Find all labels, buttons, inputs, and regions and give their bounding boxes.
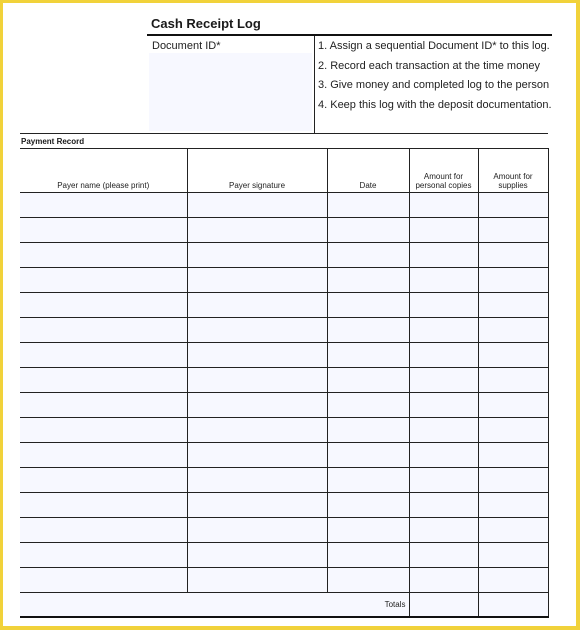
page-title: Cash Receipt Log xyxy=(151,16,261,31)
personal-copies-cell[interactable] xyxy=(409,318,478,343)
payer-name-cell[interactable] xyxy=(20,493,187,518)
supplies-cell[interactable] xyxy=(478,193,548,218)
payer-signature-cell[interactable] xyxy=(187,518,327,543)
payer-signature-cell[interactable] xyxy=(187,368,327,393)
personal-copies-cell[interactable] xyxy=(409,193,478,218)
column-header-payer-name: Payer name (please print) xyxy=(20,149,187,193)
personal-copies-cell[interactable] xyxy=(409,268,478,293)
table-row xyxy=(20,468,548,493)
date-cell[interactable] xyxy=(327,193,409,218)
payer-name-cell[interactable] xyxy=(20,443,187,468)
personal-copies-cell[interactable] xyxy=(409,418,478,443)
date-cell[interactable] xyxy=(327,318,409,343)
column-header-payer-signature: Payer signature xyxy=(187,149,327,193)
personal-copies-cell[interactable] xyxy=(409,568,478,593)
table-row xyxy=(20,193,548,218)
personal-copies-cell[interactable] xyxy=(409,543,478,568)
column-header-date: Date xyxy=(327,149,409,193)
date-cell[interactable] xyxy=(327,493,409,518)
payer-signature-cell[interactable] xyxy=(187,218,327,243)
date-cell[interactable] xyxy=(327,243,409,268)
payer-name-cell[interactable] xyxy=(20,543,187,568)
supplies-cell[interactable] xyxy=(478,243,548,268)
personal-copies-cell[interactable] xyxy=(409,393,478,418)
supplies-cell[interactable] xyxy=(478,368,548,393)
payer-name-cell[interactable] xyxy=(20,568,187,593)
personal-copies-cell[interactable] xyxy=(409,243,478,268)
date-cell[interactable] xyxy=(327,443,409,468)
table-row xyxy=(20,393,548,418)
column-header-supplies: Amount for supplies xyxy=(478,149,548,193)
supplies-cell[interactable] xyxy=(478,493,548,518)
payer-signature-cell[interactable] xyxy=(187,493,327,518)
payer-signature-cell[interactable] xyxy=(187,393,327,418)
personal-copies-cell[interactable] xyxy=(409,368,478,393)
date-cell[interactable] xyxy=(327,393,409,418)
table-row xyxy=(20,243,548,268)
totals-supplies-cell[interactable] xyxy=(478,593,548,618)
date-cell[interactable] xyxy=(327,543,409,568)
supplies-cell[interactable] xyxy=(478,343,548,368)
payer-name-cell[interactable] xyxy=(20,393,187,418)
payer-name-cell[interactable] xyxy=(20,293,187,318)
payer-signature-cell[interactable] xyxy=(187,568,327,593)
payer-name-cell[interactable] xyxy=(20,318,187,343)
section-title: Payment Record xyxy=(21,137,85,146)
payer-signature-cell[interactable] xyxy=(187,343,327,368)
supplies-cell[interactable] xyxy=(478,268,548,293)
supplies-cell[interactable] xyxy=(478,543,548,568)
payer-signature-cell[interactable] xyxy=(187,418,327,443)
supplies-cell[interactable] xyxy=(478,393,548,418)
instruction-item: 4. Keep this log with the deposit documentation. xyxy=(318,98,552,111)
supplies-cell[interactable] xyxy=(478,468,548,493)
totals-label: Totals xyxy=(20,593,409,618)
document-id-field[interactable] xyxy=(149,53,312,131)
personal-copies-cell[interactable] xyxy=(409,293,478,318)
instruction-item: 3. Give money and completed log to the person xyxy=(318,79,550,91)
supplies-cell[interactable] xyxy=(478,218,548,243)
table-row xyxy=(20,343,548,368)
payer-signature-cell[interactable] xyxy=(187,268,327,293)
payment-record-table xyxy=(20,148,549,618)
payer-name-cell[interactable] xyxy=(20,368,187,393)
section-rule xyxy=(20,133,548,134)
supplies-cell[interactable] xyxy=(478,443,548,468)
personal-copies-cell[interactable] xyxy=(409,468,478,493)
date-cell[interactable] xyxy=(327,368,409,393)
table-row xyxy=(20,318,548,343)
payer-signature-cell[interactable] xyxy=(187,443,327,468)
table-row xyxy=(20,518,548,543)
payer-signature-cell[interactable] xyxy=(187,318,327,343)
table-row xyxy=(20,568,548,593)
table-row xyxy=(20,293,548,318)
payer-name-cell[interactable] xyxy=(20,243,187,268)
personal-copies-cell[interactable] xyxy=(409,443,478,468)
table-row xyxy=(20,268,548,293)
date-cell[interactable] xyxy=(327,568,409,593)
payer-signature-cell[interactable] xyxy=(187,243,327,268)
supplies-cell[interactable] xyxy=(478,418,548,443)
date-cell[interactable] xyxy=(327,343,409,368)
totals-row xyxy=(20,593,548,618)
table-row xyxy=(20,218,548,243)
table-row xyxy=(20,493,548,518)
date-cell[interactable] xyxy=(327,268,409,293)
instruction-item: 1. Assign a sequential Document ID* to this log. xyxy=(318,40,550,52)
payer-name-cell[interactable] xyxy=(20,468,187,493)
personal-copies-cell[interactable] xyxy=(409,493,478,518)
payer-signature-cell[interactable] xyxy=(187,193,327,218)
column-header-personal-copies: Amount for personal copies xyxy=(409,149,478,193)
instructions-list xyxy=(318,39,552,117)
payer-name-cell[interactable] xyxy=(20,268,187,293)
supplies-cell[interactable] xyxy=(478,293,548,318)
supplies-cell[interactable] xyxy=(478,568,548,593)
table-row xyxy=(20,543,548,568)
table-row xyxy=(20,368,548,393)
table-header-row xyxy=(20,149,548,193)
table-row xyxy=(20,418,548,443)
table-body xyxy=(20,193,548,618)
payer-signature-cell[interactable] xyxy=(187,293,327,318)
instruction-item: 2. Record each transaction at the time money xyxy=(318,59,540,72)
supplies-cell[interactable] xyxy=(478,318,548,343)
payer-name-cell[interactable] xyxy=(20,518,187,543)
payer-name-cell[interactable] xyxy=(20,343,187,368)
totals-personal-copies-cell[interactable] xyxy=(409,593,478,618)
title-rule xyxy=(147,34,552,36)
document-id-label: Document ID* xyxy=(152,40,221,52)
payer-name-cell[interactable] xyxy=(20,193,187,218)
payer-name-cell[interactable] xyxy=(20,418,187,443)
personal-copies-cell[interactable] xyxy=(409,518,478,543)
header-divider xyxy=(314,36,315,134)
payer-signature-cell[interactable] xyxy=(187,543,327,568)
personal-copies-cell[interactable] xyxy=(409,343,478,368)
payer-signature-cell[interactable] xyxy=(187,468,327,493)
payer-name-cell[interactable] xyxy=(20,218,187,243)
date-cell[interactable] xyxy=(327,518,409,543)
date-cell[interactable] xyxy=(327,468,409,493)
supplies-cell[interactable] xyxy=(478,518,548,543)
date-cell[interactable] xyxy=(327,293,409,318)
date-cell[interactable] xyxy=(327,418,409,443)
date-cell[interactable] xyxy=(327,218,409,243)
table-row xyxy=(20,443,548,468)
personal-copies-cell[interactable] xyxy=(409,218,478,243)
